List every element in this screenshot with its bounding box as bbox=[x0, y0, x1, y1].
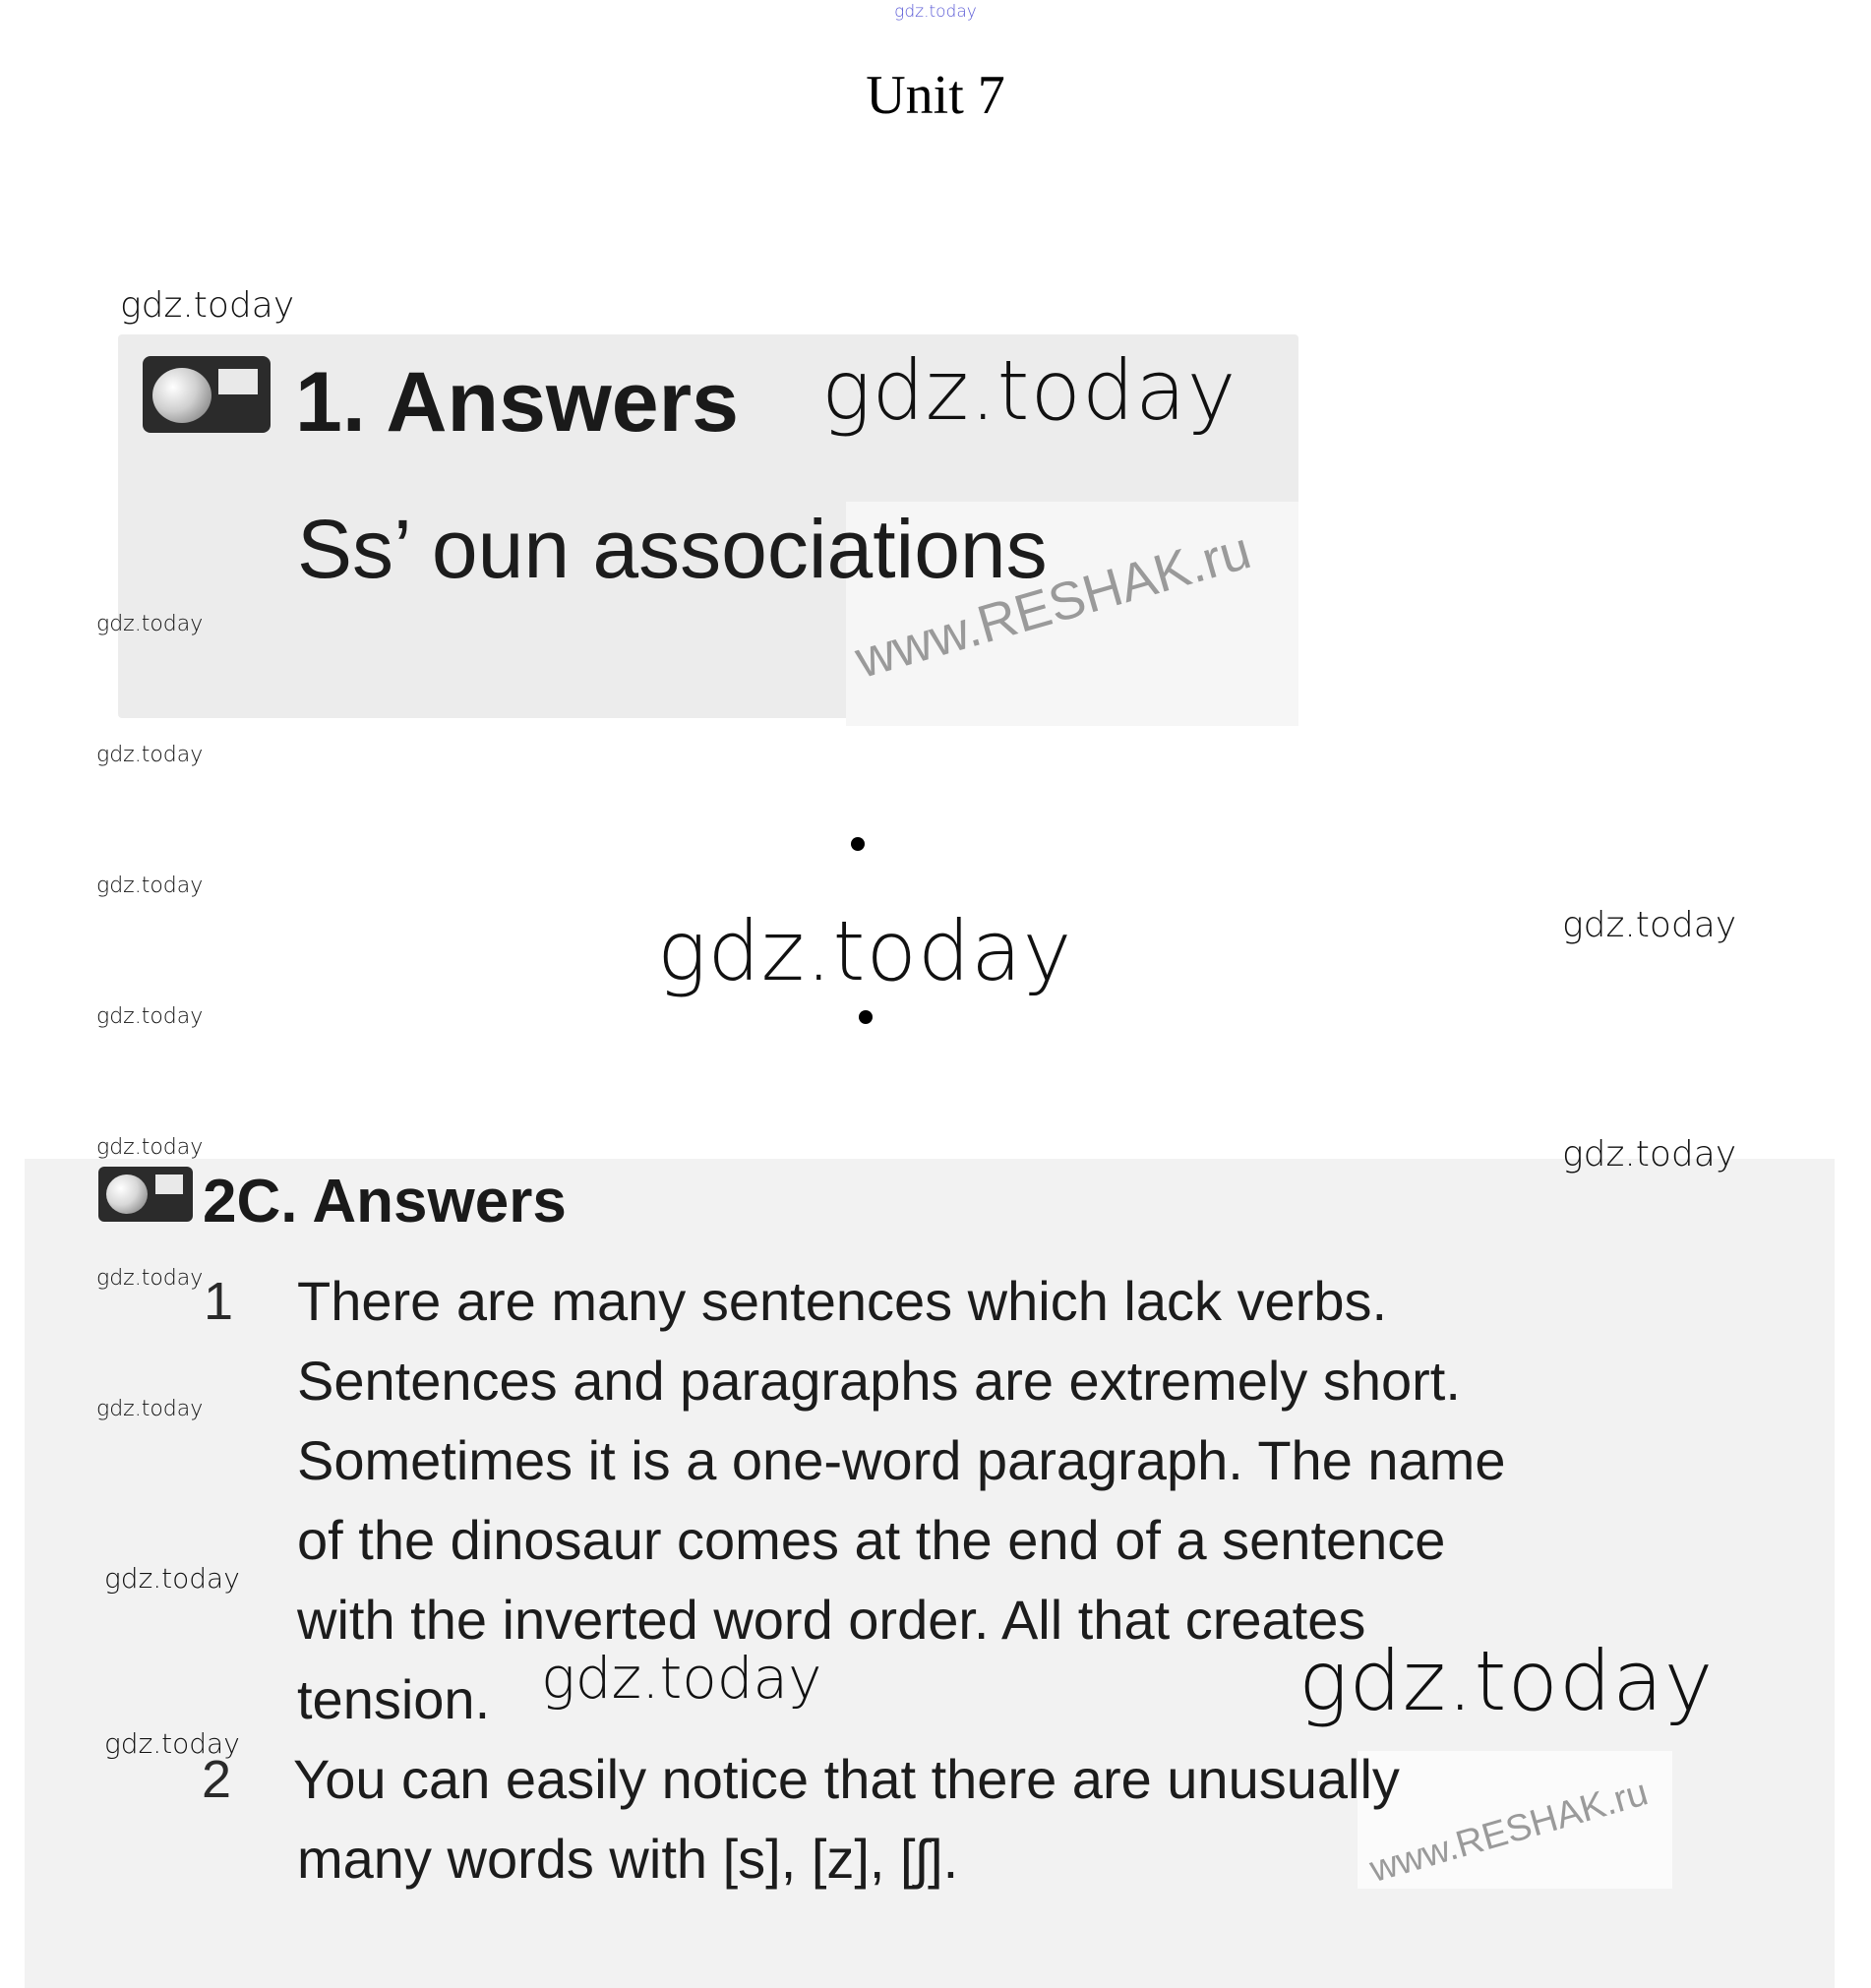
page-title: Unit 7 bbox=[866, 65, 1005, 126]
watermark: gdz.today bbox=[96, 612, 204, 636]
reshak-watermark: www.RESHAK.ru bbox=[1365, 1772, 1653, 1892]
answer-line: of the dinosaur comes at the end of a sentence bbox=[297, 1509, 1446, 1571]
watermark: gdz.today bbox=[96, 743, 204, 767]
box-shape bbox=[215, 366, 261, 397]
answer-number: 2 bbox=[202, 1750, 232, 1809]
top-watermark: gdz.today bbox=[894, 2, 977, 22]
reshak-watermark: www.RESHAK.ru bbox=[849, 520, 1257, 691]
answer-line: tension. bbox=[297, 1668, 491, 1730]
watermark: gdz.today bbox=[1562, 1134, 1737, 1175]
answer-line: many words with [s], [z], [ʃ]. bbox=[297, 1828, 959, 1890]
watermark: gdz.today bbox=[1562, 905, 1737, 945]
section1-heading: 1. Answers bbox=[295, 355, 739, 450]
dot-marker bbox=[859, 1010, 873, 1024]
watermark: gdz.today bbox=[96, 1266, 204, 1291]
section2-heading: 2C. Answers bbox=[203, 1168, 567, 1235]
answer-key-icon bbox=[98, 1167, 193, 1222]
ball-shape bbox=[106, 1175, 148, 1214]
ball-shape bbox=[152, 368, 211, 423]
answer-key-icon bbox=[143, 356, 271, 433]
watermark: gdz.today bbox=[657, 903, 1073, 999]
answer-line: There are many sentences which lack verbs. bbox=[297, 1270, 1388, 1332]
watermark: gdz.today bbox=[104, 1727, 240, 1760]
answer-line: with the inverted word order. All that creates bbox=[297, 1589, 1366, 1651]
answer-line: You can easily notice that there are unusually bbox=[293, 1748, 1400, 1810]
watermark: gdz.today bbox=[96, 1004, 204, 1029]
watermark: gdz.today bbox=[1298, 1633, 1715, 1729]
watermark: gdz.today bbox=[104, 1562, 240, 1595]
watermark: gdz.today bbox=[821, 342, 1237, 439]
answer-line: Sentences and paragraphs are extremely short. bbox=[297, 1350, 1461, 1412]
answer-line: Sometimes it is a one-word paragraph. The name bbox=[297, 1429, 1506, 1491]
watermark: gdz.today bbox=[96, 1135, 204, 1160]
watermark: gdz.today bbox=[120, 285, 295, 326]
watermark: gdz.today bbox=[541, 1645, 822, 1712]
answer-number: 1 bbox=[204, 1272, 234, 1331]
box-shape bbox=[153, 1173, 185, 1196]
watermark: gdz.today bbox=[96, 874, 204, 898]
watermark: gdz.today bbox=[96, 1397, 204, 1421]
section1-text: Ss’ oun associations bbox=[297, 503, 1048, 595]
dot-marker bbox=[851, 837, 865, 851]
